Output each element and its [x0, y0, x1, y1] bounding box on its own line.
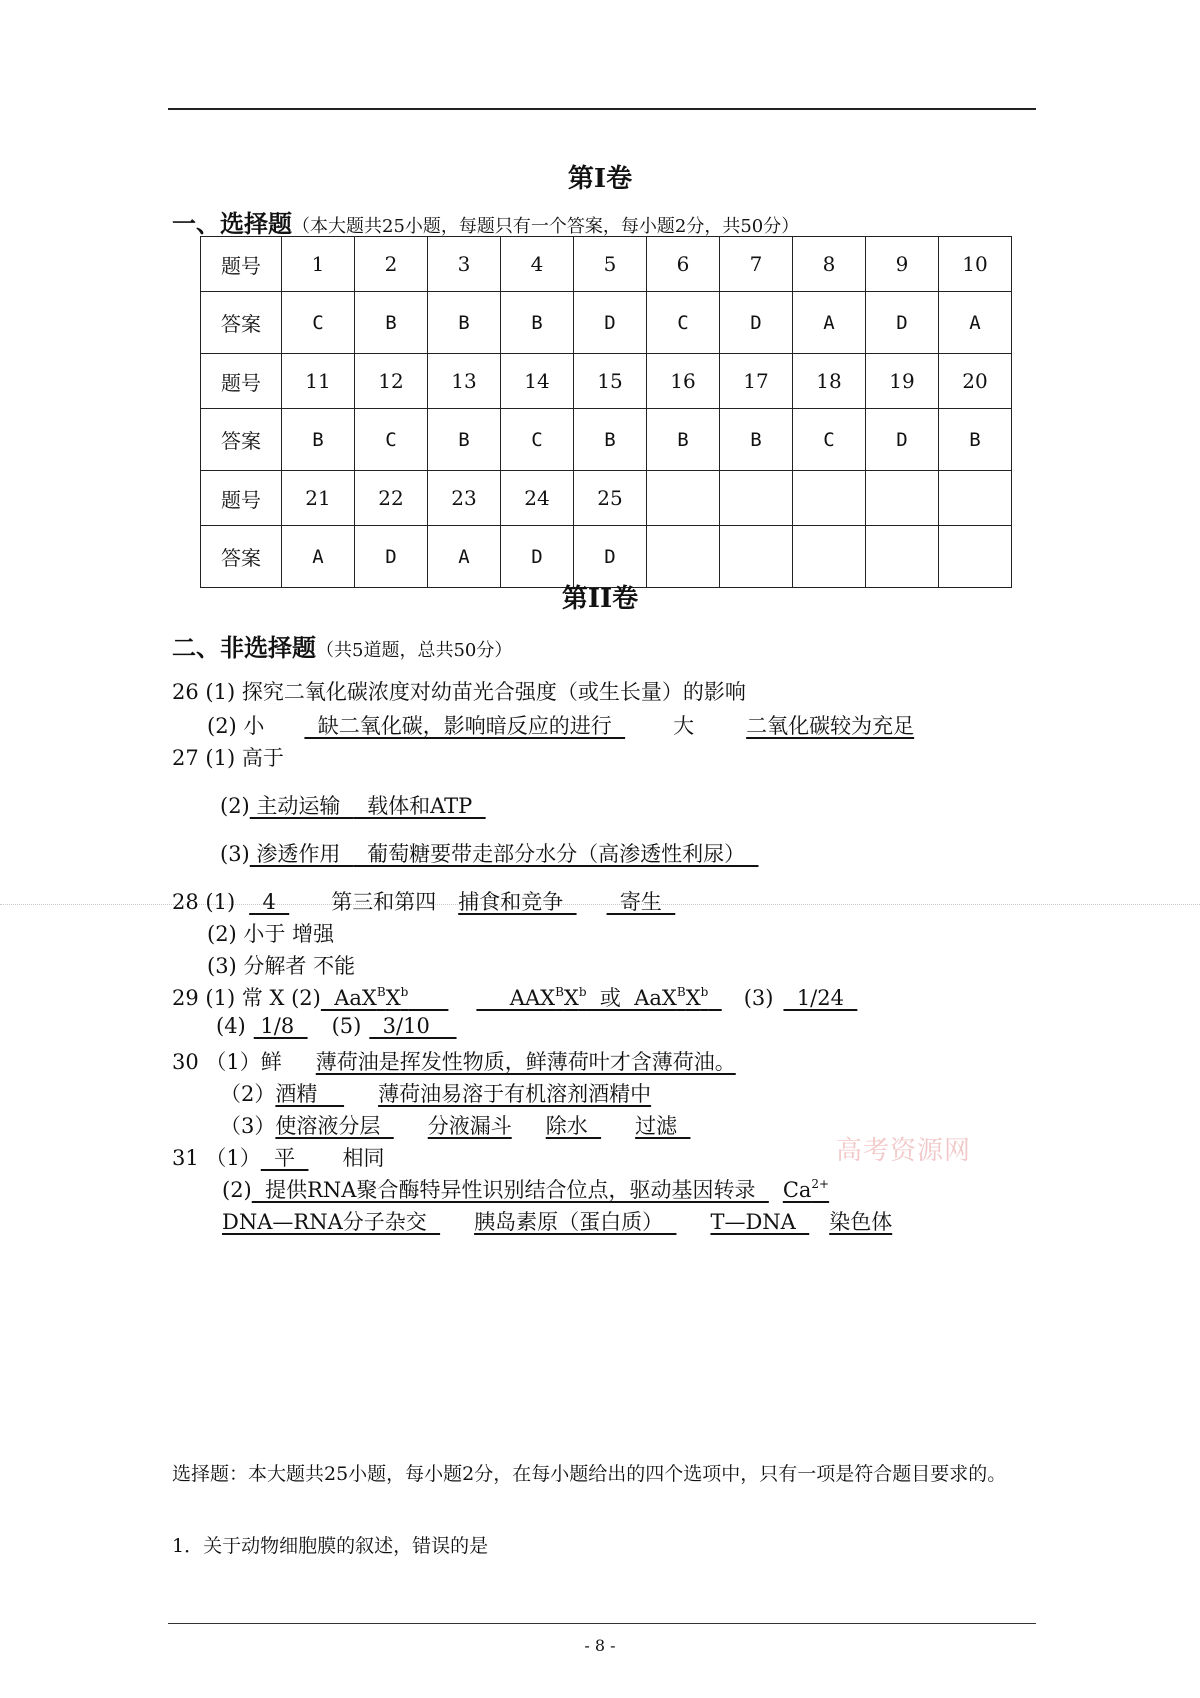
q28-3: (3) 分解者 不能: [207, 954, 356, 978]
section2-label: 二、非选择题: [172, 634, 316, 662]
q31-3-blank-c: T—DNA: [710, 1210, 810, 1234]
q27-3-blank-b: 葡萄糖要带走部分水分（高渗透性利尿）: [353, 842, 759, 866]
q29-2-blank-a: $AaX^BX^b$: [320, 985, 409, 1010]
q28-1-blank-d: 寄生: [606, 890, 676, 914]
section1-note: （本大题共25小题，每题只有一个答案，每小题2分，共50分）: [292, 216, 800, 237]
q31-3: [222, 1206, 892, 1236]
answer-cell: C: [647, 292, 720, 354]
q31-1-b: 相同: [342, 1146, 385, 1170]
row-label-question-number: 题号: [201, 354, 282, 409]
q29-1: [172, 982, 857, 1012]
q27-1: 27 (1) 高于: [172, 746, 284, 770]
q29-4-blank: 1/8: [253, 1014, 308, 1038]
answer-cell: A: [793, 292, 866, 354]
answer-cell: C: [501, 409, 574, 471]
q31-2-blank-a: 提供RNA聚合酶特异性识别结合位点，驱动基因转录: [251, 1178, 769, 1202]
q28-1-blank-a: 4: [249, 890, 290, 914]
table-row-numbers: [201, 237, 1012, 292]
question-number-cell: 8: [793, 237, 866, 292]
question-number-cell: 22: [355, 471, 428, 526]
section2-heading: [172, 628, 512, 663]
question-number-cell: 7: [720, 237, 793, 292]
answer-cell: B: [720, 409, 793, 471]
q30-3-blank-c: 除水: [545, 1114, 602, 1138]
answer-cell: D: [720, 292, 793, 354]
question-number-cell: 11: [282, 354, 355, 409]
q30-2-num: （2）: [220, 1082, 276, 1106]
question-number-cell: 10: [939, 237, 1012, 292]
answer-cell: D: [574, 292, 647, 354]
answer-cell: B: [647, 409, 720, 471]
q31-1: [172, 1142, 384, 1172]
q31-1-blank: 平: [260, 1146, 309, 1170]
q30-3-blank-a: 使溶液分层: [275, 1114, 394, 1138]
q31-3-blank-a: DNA—RNA分子杂交: [222, 1210, 441, 1234]
row-label-answer: 答案: [201, 526, 282, 588]
answer-cell: D: [355, 526, 428, 588]
answer-cell: B: [282, 409, 355, 471]
q29-5-num: (5): [331, 1014, 362, 1038]
q30-3-blank-d: 过滤: [635, 1114, 691, 1138]
question-number-cell: 20: [939, 354, 1012, 409]
q30-3: [220, 1110, 690, 1140]
bottom-rule: [168, 1623, 1036, 1624]
question-number-cell: 21: [282, 471, 355, 526]
question-number-cell: 4: [501, 237, 574, 292]
answer-cell: B: [428, 409, 501, 471]
q29-1-num: 29 (1) 常 X (2): [172, 986, 321, 1010]
answer-cell: C: [282, 292, 355, 354]
question-number-cell: 5: [574, 237, 647, 292]
q27-2-blank-a: 主动运输: [249, 794, 354, 818]
q26-2-blank-a: 缺二氧化碳，影响暗反应的进行: [304, 714, 626, 738]
section1-label: 一、选择题: [172, 210, 292, 238]
q29-2-blank-b: $AAX^BX^b$ 或 $AaX^BX^b$: [476, 985, 709, 1010]
answer-cell: B: [574, 409, 647, 471]
table-row-numbers: [201, 471, 1012, 526]
question-number-cell: [866, 471, 939, 526]
answer-cell: B: [501, 292, 574, 354]
watermark-stamp: 高考资源网: [836, 1136, 972, 1166]
q31-3-blank-d: 染色体: [829, 1210, 893, 1234]
question-number-cell: [720, 471, 793, 526]
section2-note: （共5道题，总共50分）: [316, 640, 513, 661]
answer-cell: C: [355, 409, 428, 471]
question-number-cell: 16: [647, 354, 720, 409]
answer-cell: D: [866, 409, 939, 471]
q26-2-blank-c: 二氧化碳较为充足: [746, 714, 915, 738]
question-number-cell: [939, 471, 1012, 526]
q31-3-blank-b: 胰岛素原（蛋白质）: [474, 1210, 677, 1234]
answer-cell: D: [866, 292, 939, 354]
question-number-cell: 3: [428, 237, 501, 292]
row-label-question-number: 题号: [201, 237, 282, 292]
top-rule: [168, 108, 1036, 110]
question-number-cell: 19: [866, 354, 939, 409]
q26-2-b: 大: [673, 714, 695, 738]
q28-1: [172, 886, 675, 916]
q27-2: [220, 790, 486, 820]
q31-2: [222, 1174, 829, 1204]
q28-1-num: 28 (1): [172, 890, 236, 914]
instruction-paragraph: 选择题：本大题共25小题，每小题2分，在每小题给出的四个选项中，只有一项是符合题目要求的。: [172, 1463, 1007, 1485]
q29-5-blank: 3/10: [369, 1014, 457, 1038]
q27-2-num: (2): [220, 794, 250, 818]
question-number-cell: 1: [282, 237, 355, 292]
q30-2: [220, 1078, 651, 1108]
row-label-answer: 答案: [201, 409, 282, 471]
answer-cell: C: [793, 409, 866, 471]
section1-heading: [172, 204, 799, 239]
q26-2: [207, 710, 914, 740]
question-number-cell: 14: [501, 354, 574, 409]
answer-cell: D: [574, 526, 647, 588]
q27-3-blank-a: 渗透作用: [249, 842, 354, 866]
question-number-cell: 17: [720, 354, 793, 409]
table-row-answers: [201, 409, 1012, 471]
q28-1-blank-c: 捕食和竞争: [458, 890, 577, 914]
q27-2-blank-b: 载体和ATP: [353, 794, 486, 818]
question-1-stem: 1．关于动物细胞膜的叙述，错误的是: [172, 1535, 489, 1557]
q29-2: [216, 1014, 457, 1038]
page-number: - 8 -: [584, 1636, 616, 1655]
q30-1: [172, 1046, 736, 1076]
q31-2-blank-b: $Ca^{2+}$: [782, 1177, 830, 1202]
table-row-answers: [201, 292, 1012, 354]
question-number-cell: [793, 471, 866, 526]
answer-cell: A: [428, 526, 501, 588]
q29-3-blank: 1/24: [783, 986, 858, 1010]
answer-cell: B: [428, 292, 501, 354]
question-number-cell: 2: [355, 237, 428, 292]
q30-2-blank-a: 酒精: [275, 1082, 345, 1106]
table-row-numbers: [201, 354, 1012, 409]
volume2-title: 第II卷: [561, 584, 639, 614]
q31-2-num: (2): [222, 1178, 252, 1202]
row-label-question-number: 题号: [201, 471, 282, 526]
row-label-answer: 答案: [201, 292, 282, 354]
question-number-cell: 12: [355, 354, 428, 409]
q26-1: 26 (1) 探究二氧化碳浓度对幼苗光合强度（或生长量）的影响: [172, 680, 746, 704]
question-number-cell: 9: [866, 237, 939, 292]
question-number-cell: 13: [428, 354, 501, 409]
q30-1-num: 30 （1）鲜: [172, 1050, 282, 1074]
answer-cell: B: [939, 409, 1012, 471]
question-number-cell: 24: [501, 471, 574, 526]
question-number-cell: 18: [793, 354, 866, 409]
answer-cell: A: [939, 292, 1012, 354]
question-number-cell: 15: [574, 354, 647, 409]
question-number-cell: 25: [574, 471, 647, 526]
answer-table: [200, 236, 1012, 588]
q28-1-b: 第三和第四: [331, 890, 437, 914]
answer-cell: A: [282, 526, 355, 588]
question-number-cell: 6: [647, 237, 720, 292]
answer-cell: B: [355, 292, 428, 354]
q30-2-blank-b: 薄荷油易溶于有机溶剂酒精中: [378, 1082, 652, 1106]
q29-4-num: (4): [216, 1014, 246, 1038]
q27-3-num: (3): [220, 842, 250, 866]
q30-3-num: （3）: [220, 1114, 276, 1138]
volume1-title: 第Ⅰ卷: [567, 164, 633, 194]
question-number-cell: 23: [428, 471, 501, 526]
question-number-cell: [647, 471, 720, 526]
q30-1-blank: 薄荷油是挥发性物质，鲜薄荷叶才含薄荷油。: [315, 1050, 736, 1074]
q27-3: [220, 838, 758, 868]
q26-2-num: (2) 小: [207, 714, 265, 738]
q28-2: (2) 小于 增强: [207, 922, 335, 946]
q30-3-blank-b: 分液漏斗: [427, 1114, 512, 1138]
answer-cell: D: [501, 526, 574, 588]
q29-3-num: (3): [743, 986, 774, 1010]
q31-1-num: 31 （1）: [172, 1146, 261, 1170]
